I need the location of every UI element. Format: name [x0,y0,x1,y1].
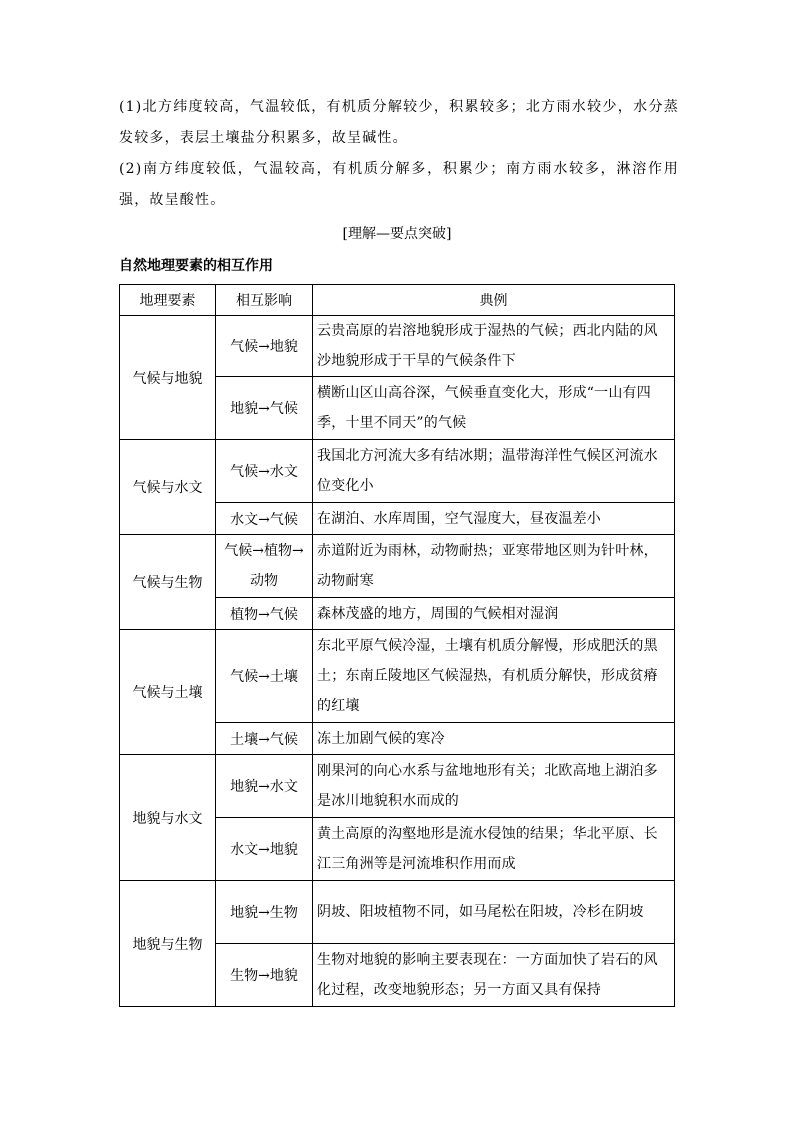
relation-cell: 生物→地貌 [216,944,313,1007]
relation-cell: 水文→地貌 [216,818,313,881]
table-title: 自然地理要素的相互作用 [119,258,273,274]
table-row [120,881,675,944]
paragraph-south: (2)南方纬度较低，气温较高，有机质分解多，积累少；南方雨水较多，淋溶作用强，故呈酸性。 [119,161,679,208]
category-cell: 地貌与生物 [120,881,216,1007]
table-row [120,440,675,503]
example-cell: 冻土加剧气候的寒冷 [313,723,675,755]
header-example: 典例 [313,285,675,316]
relation-cell: 地貌→水文 [216,755,313,818]
example-cell: 森林茂盛的地方，周围的气候相对湿润 [313,598,675,630]
interaction-table [119,284,675,1007]
header-influence: 相互影响 [216,285,313,316]
example-cell: 东北平原气候冷湿，土壤有机质分解慢，形成肥沃的黑土；东南丘陵地区气候湿热，有机质分解快，形成贫瘠的红壤 [313,630,675,723]
category-cell: 气候与水文 [120,440,216,535]
relation-cell: 气候→植物→动物 [216,535,313,598]
table-header-row [120,285,675,316]
relation-cell: 气候→地貌 [216,316,313,377]
example-cell: 横断山区山高谷深，气候垂直变化大，形成“一山有四季，十里不同天”的气候 [313,377,675,440]
table-row [120,535,675,598]
relation-cell: 气候→水文 [216,440,313,503]
relation-cell: 地貌→生物 [216,881,313,944]
relation-cell: 地貌→气候 [216,377,313,440]
relation-cell: 土壤→气候 [216,723,313,755]
table-row [120,630,675,723]
example-cell: 我国北方河流大多有结冰期；温带海洋性气候区河流水位变化小 [313,440,675,503]
header-element: 地理要素 [120,285,216,316]
category-cell: 气候与生物 [120,535,216,630]
category-cell: 气候与土壤 [120,630,216,755]
example-cell: 阴坡、阳坡植物不同，如马尾松在阳坡，冷杉在阴坡 [313,881,675,944]
category-cell: 地貌与水文 [120,755,216,881]
section-heading: [理解—要点突破] [342,226,452,242]
relation-cell: 气候→土壤 [216,630,313,723]
table-row [120,755,675,818]
example-cell: 黄土高原的沟壑地形是流水侵蚀的结果；华北平原、长江三角洲等是河流堆积作用而成 [313,818,675,881]
example-cell: 赤道附近为雨林，动物耐热；亚寒带地区则为针叶林，动物耐寒 [313,535,675,598]
paragraph-north: (1)北方纬度较高，气温较低，有机质分解较少，积累较多；北方雨水较少，水分蒸发较多，表层土壤盐分积累多，故呈碱性。 [119,99,679,146]
relation-cell: 植物→气候 [216,598,313,630]
table-row [120,316,675,377]
example-cell: 刚果河的向心水系与盆地地形有关；北欧高地上湖泊多是冰川地貌积水而成的 [313,755,675,818]
category-cell: 气候与地貌 [120,316,216,440]
example-cell: 在湖泊、水库周围，空气湿度大，昼夜温差小 [313,503,675,535]
example-cell: 生物对地貌的影响主要表现在：一方面加快了岩石的风化过程，改变地貌形态；另一方面又具有保持 [313,944,675,1007]
relation-cell: 水文→气候 [216,503,313,535]
example-cell: 云贵高原的岩溶地貌形成于湿热的气候；西北内陆的风沙地貌形成于干旱的气候条件下 [313,316,675,377]
